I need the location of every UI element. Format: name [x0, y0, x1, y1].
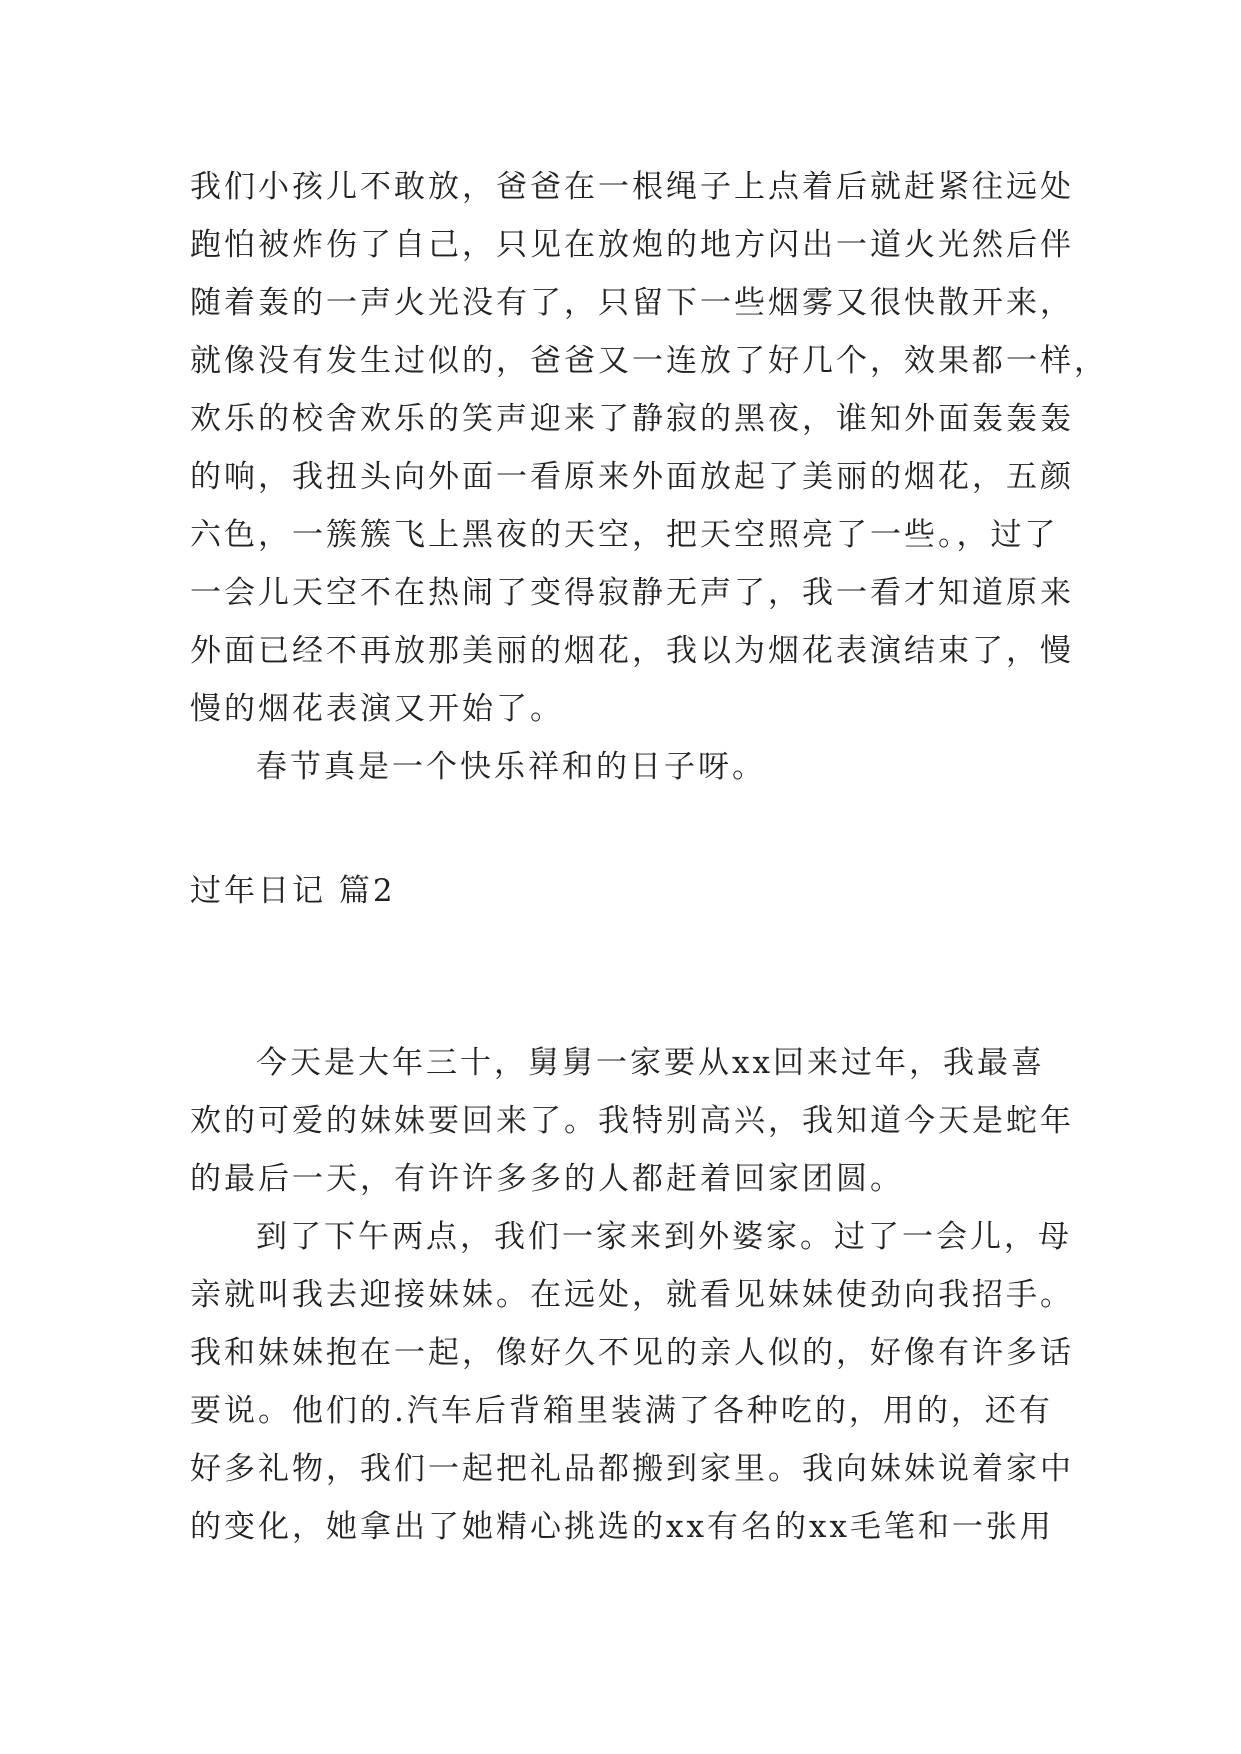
- paragraph-fireworks: [190, 158, 1108, 738]
- paragraph-spring-festival: [190, 738, 1060, 796]
- text-line: 欢的可爱的妹妹要回来了。我特别高兴，我知道今天是蛇年: [190, 1103, 1074, 1139]
- paragraph-new-years-eve: [190, 1034, 1074, 1208]
- text-line: 春节真是一个快乐祥和的日子呀。: [256, 749, 766, 785]
- text-line: 随着轰的一声火光没有了，只留下一些烟雾又很快散开来，: [190, 285, 1074, 321]
- text-line: 跑怕被炸伤了自己，只见在放炮的地方闪出一道火光然后伴: [190, 227, 1074, 263]
- text-line: 今天是大年三十，舅舅一家要从xx回来过年，我最喜: [256, 1045, 1045, 1081]
- body-text-bottom: [190, 1034, 1074, 1556]
- text-line: 欢乐的校舍欢乐的笑声迎来了静寂的黑夜，谁知外面轰轰轰: [190, 401, 1074, 437]
- section-heading: 过年日记 篇2: [190, 873, 396, 909]
- text-line: 外面已经不再放那美丽的烟花，我以为烟花表演结束了，慢: [190, 633, 1074, 669]
- text-line: 就像没有发生过似的，爸爸又一连放了好几个，效果都一样，: [190, 343, 1108, 379]
- text-line: 慢的烟花表演又开始了。: [190, 691, 564, 727]
- text-line: 六色，一簇簇飞上黑夜的天空，把天空照亮了一些。，过了: [190, 517, 1059, 553]
- text-line: 亲就叫我去迎接妹妹。在远处，就看见妹妹使劲向我招手。: [190, 1277, 1074, 1313]
- paragraph-grandma-house: [190, 1208, 1074, 1556]
- text-line: 我们小孩儿不敢放，爸爸在一根绳子上点着后就赶紧往远处: [190, 169, 1074, 205]
- text-line: 到了下午两点，我们一家来到外婆家。过了一会儿，母: [256, 1219, 1072, 1255]
- text-line: 的变化，她拿出了她精心挑选的xx有名的xx毛笔和一张用: [190, 1509, 1054, 1545]
- text-line: 一会儿天空不在热闹了变得寂静无声了，我一看才知道原来: [190, 575, 1074, 611]
- body-text-top: [190, 158, 1108, 796]
- text-line: 我和妹妹抱在一起，像好久不见的亲人似的，好像有许多话: [190, 1335, 1074, 1371]
- text-line: 的响，我扭头向外面一看原来外面放起了美丽的烟花，五颜: [190, 459, 1074, 495]
- text-line: 的最后一天，有许许多多的人都赶着回家团圆。: [190, 1161, 904, 1197]
- text-line: 好多礼物，我们一起把礼品都搬到家里。我向妹妹说着家中: [190, 1451, 1074, 1487]
- text-line: 要说。他们的.汽车后背箱里装满了各种吃的，用的，还有: [190, 1393, 1053, 1429]
